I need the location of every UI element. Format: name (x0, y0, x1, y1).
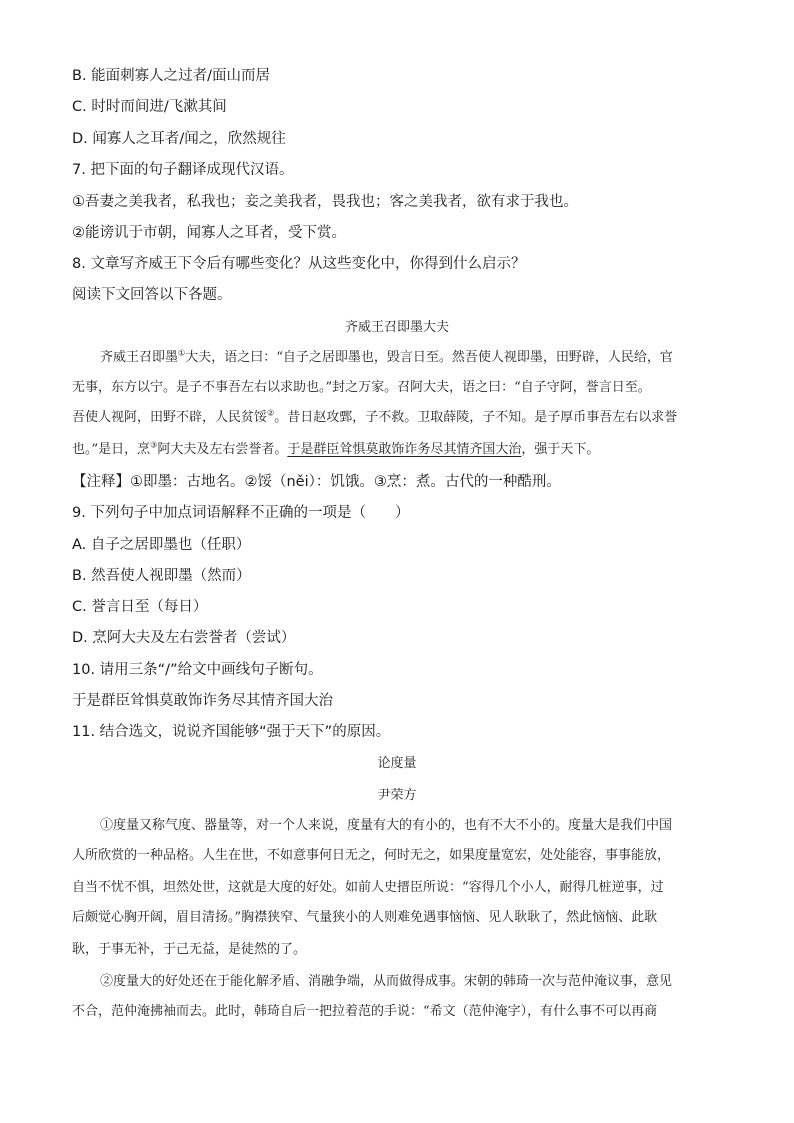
translate-sentence-2: ②能谤讥于市朝，闻寡人之耳者，受下赏。 (72, 225, 346, 241)
passage2-line-2: 人所欣赏的一种品格。人生在世，不如意事何日无之，何时无之，如果度量宽宏，处处能容，事事能放， (72, 848, 671, 863)
q9-option-c: C. 誉言日至（每日） (72, 599, 208, 615)
question-11: 11. 结合选文，说说齐国能够“强于天下”的原因。 (72, 724, 391, 740)
q9-option-b: B. 然吾使人视即墨（然而） (72, 568, 251, 584)
option-d-line: D. 闻寡人之耳者/闻之，欣然规往 (72, 131, 286, 147)
passage1-notes: 【注释】①即墨：古地名。②馁（něi）：饥饿。③烹：煮。古代的一种酷刑。 (72, 474, 561, 490)
passage2-line-7: 不合，范仲淹拂袖而去。此时，韩琦自后一把拉着范的手说：“希文（范仲淹字），有什么事不可以再商 (72, 1004, 658, 1019)
reading-instruction: 阅读下文回答以下各题。 (72, 287, 232, 303)
passage1-line-4: 也。”是日，烹③阿大夫及左右尝誉者。于是群臣耸惧莫敢饰诈务尽其情齐国大治，强于天下。 (72, 440, 600, 457)
question-10: 10. 请用三条“/”给文中画线句子断句。 (72, 662, 323, 678)
passage1-line-3: 吾使人视阿，田野不辟，人民贫馁②。昔日赵攻鄄，子不救。卫取薛陵，子不知。是子厚币事吾左右以求誉 (72, 408, 678, 425)
question-9: 9. 下列句子中加点词语解释不正确的一项是（ ） (72, 505, 410, 521)
passage1-title: 齐威王召即墨大夫 (344, 320, 449, 335)
underlined-sentence: 于是群臣耸惧莫敢饰诈务尽其情齐国大治 (287, 442, 522, 457)
q9-option-a: A. 自子之居即墨也（任职） (72, 537, 251, 553)
question-7: 7. 把下面的句子翻译成现代汉语。 (72, 162, 294, 178)
passage2-line-4: 后颇觉心胸开阔，眉目清扬。”胸襟狭窄、气量狭小的人则难免遇事恼恼、见人耿耿了，然此恼恼、此耿 (72, 910, 658, 925)
option-c-line: C. 时时而间进/飞漱其间 (72, 99, 227, 115)
passage2-title: 论度量 (377, 756, 417, 771)
passage2-author: 尹荣方 (377, 788, 417, 803)
q10-sentence: 于是群臣耸惧莫敢饰诈务尽其情齐国大治 (72, 693, 333, 709)
passage2-line-5: 耿，于事无补，于己无益，是徒然的了。 (72, 942, 307, 957)
q9-option-d: D. 烹阿大夫及左右尝誉者（尝试） (72, 630, 296, 646)
translate-sentence-1: ①吾妻之美我者，私我也；妾之美我者，畏我也；客之美我者，欲有求于我也。 (72, 194, 578, 210)
passage2-line-6: ②度量大的好处还在于能化解矛盾、消融争端，从而做得成事。宋朝的韩琦一次与范仲淹议事，意见 (100, 974, 673, 989)
passage2-line-1: ①度量又称气度、器量等，对一个人来说，度量有大的有小的，也有不大不小的。度量大是我们中国 (100, 818, 673, 833)
passage1-line-2: 无事，东方以宁。是子不事吾左右以求助也。”封之万家。召阿大夫，语之曰：“自子守阿，誉言日至。 (72, 380, 651, 395)
passage2-line-3: 自当不忧不惧，坦然处世，这就是大度的好处。如前人史搢臣所说：“容得几个小人，耐得几桩逆事，过 (72, 880, 664, 895)
question-8: 8. 文章写齐威王下令后有哪些变化？从这些变化中，你得到什么启示？ (72, 256, 526, 272)
option-b-line: B. 能面刺寡人之过者/面山而居 (72, 68, 271, 84)
passage1-line-1: 齐威王召即墨①大夫，语之曰：“自子之居即墨也，毁言日至。然吾使人视即墨，田野辟，人民给，官 (100, 348, 673, 365)
